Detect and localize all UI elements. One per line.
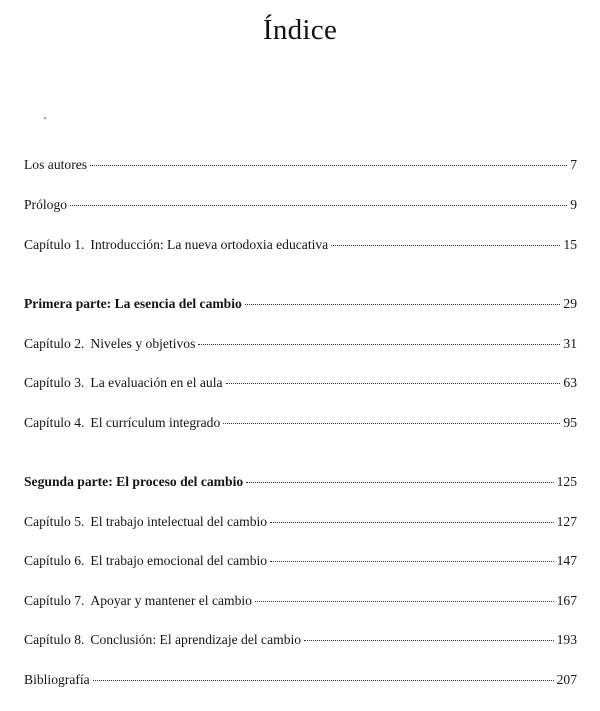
toc-entry-page: 29	[563, 296, 577, 311]
toc-entry-prologo[interactable]	[24, 197, 577, 217]
scan-speck	[44, 117, 46, 119]
toc-entry-page: 125	[556, 474, 577, 489]
toc-entry-title: Primera parte: La esencia del cambio	[24, 296, 242, 311]
toc-entry-segunda-parte[interactable]	[24, 474, 577, 494]
dot-leader	[70, 205, 567, 206]
toc-entry-page: 147	[556, 553, 577, 568]
toc-entry-page: 9	[570, 197, 577, 212]
dot-leader	[255, 601, 554, 602]
toc-entry-title: Prólogo	[24, 197, 68, 212]
toc-entry-capitulo-8[interactable]	[24, 632, 577, 652]
dot-leader	[226, 383, 561, 384]
toc-entry-title: Capítulo 7. Apoyar y mantener el cambio	[24, 593, 252, 608]
toc-entry-title: Capítulo 4. El currículum integrado	[24, 415, 221, 430]
toc-entry-title: Capítulo 5. El trabajo intelectual del cambio	[24, 514, 268, 529]
chapter-number: Capítulo 8.	[24, 632, 85, 647]
toc-entry-page: 167	[556, 593, 577, 608]
toc-entry-capitulo-6[interactable]	[24, 553, 577, 573]
toc-entry-title: Capítulo 2. Niveles y objetivos	[24, 336, 196, 351]
toc-entry-title: Capítulo 8. Conclusión: El aprendizaje del cambio	[24, 632, 302, 647]
dot-leader	[223, 423, 560, 424]
toc-entry-bibliografia[interactable]	[24, 672, 577, 692]
chapter-number: Capítulo 6.	[24, 553, 85, 568]
toc-entry-title: Bibliografía	[24, 672, 90, 687]
toc-entry-page: 63	[563, 375, 577, 390]
chapter-number: Capítulo 5.	[24, 514, 85, 529]
toc-entry-page: 127	[556, 514, 577, 529]
toc-entry-title: Capítulo 1. Introducción: La nueva ortodoxia educativa	[24, 237, 329, 252]
toc-entry-capitulo-5[interactable]	[24, 514, 577, 534]
toc-entry-page: 95	[563, 415, 577, 430]
toc-entry-los-autores[interactable]	[24, 157, 577, 177]
dot-leader	[198, 344, 560, 345]
toc-entry-capitulo-4[interactable]	[24, 415, 577, 435]
chapter-number: Capítulo 2.	[24, 336, 85, 351]
toc-entry-page: 193	[556, 632, 577, 647]
dot-leader	[331, 245, 560, 246]
chapter-number: Capítulo 3.	[24, 375, 85, 390]
toc-entry-capitulo-7[interactable]	[24, 593, 577, 613]
toc-entry-page: 207	[556, 672, 577, 687]
dot-leader	[270, 561, 554, 562]
toc-entry-capitulo-1[interactable]	[24, 237, 577, 257]
toc-entry-title: Los autores	[24, 157, 88, 172]
dot-leader	[246, 482, 553, 483]
chapter-number: Capítulo 4.	[24, 415, 85, 430]
toc-entry-title: Capítulo 3. La evaluación en el aula	[24, 375, 223, 390]
dot-leader	[90, 165, 567, 166]
toc-entry-title: Segunda parte: El proceso del cambio	[24, 474, 244, 489]
toc-entry-capitulo-3[interactable]	[24, 375, 577, 395]
dot-leader	[93, 680, 554, 681]
dot-leader	[245, 304, 561, 305]
page-title: Índice	[262, 14, 338, 46]
dot-leader	[304, 640, 554, 641]
toc-entry-title: Capítulo 6. El trabajo emocional del cambio	[24, 553, 268, 568]
chapter-number: Capítulo 1.	[24, 237, 85, 252]
toc-entry-primera-parte[interactable]	[24, 296, 577, 316]
toc-entry-page: 7	[570, 157, 577, 172]
chapter-number: Capítulo 7.	[24, 593, 85, 608]
toc-entry-capitulo-2[interactable]	[24, 336, 577, 356]
dot-leader	[270, 522, 554, 523]
toc-entry-page: 31	[563, 336, 577, 351]
toc-entry-page: 15	[563, 237, 577, 252]
